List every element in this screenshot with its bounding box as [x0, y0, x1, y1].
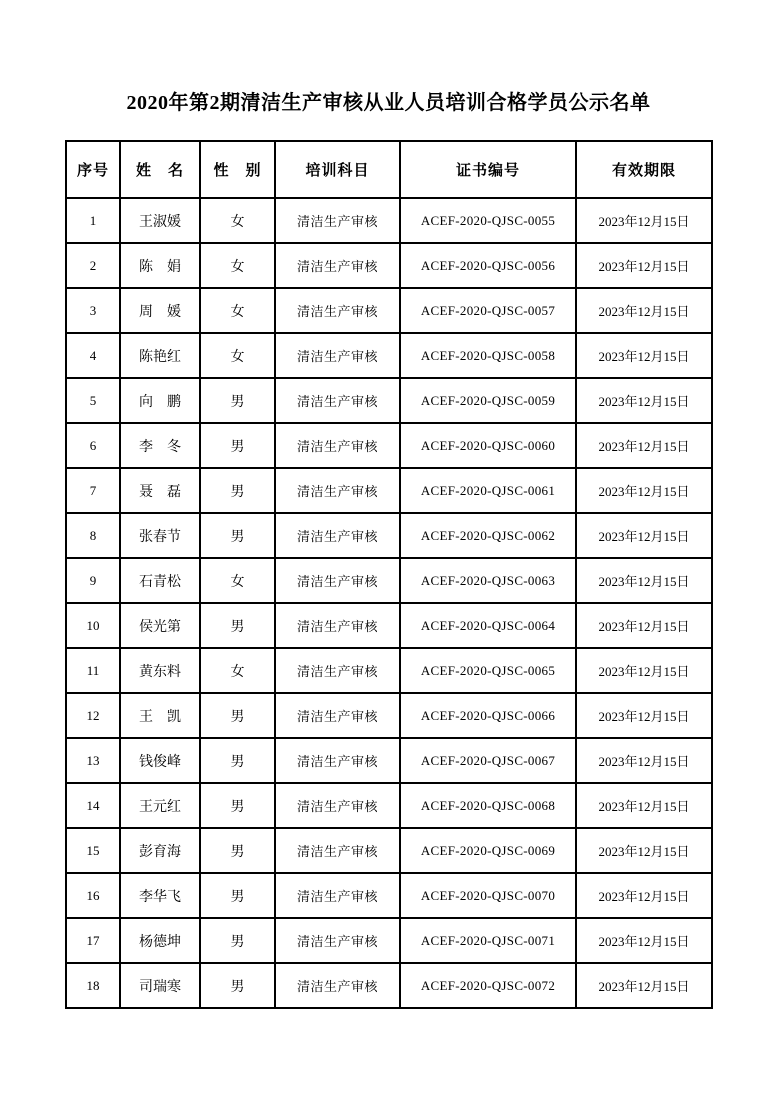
cell-index: 16 [66, 873, 120, 918]
cell-validity: 2023年12月15日 [576, 513, 712, 558]
cell-validity: 2023年12月15日 [576, 783, 712, 828]
cell-gender: 男 [200, 378, 275, 423]
cell-index: 6 [66, 423, 120, 468]
cell-validity: 2023年12月15日 [576, 603, 712, 648]
cell-name: 聂 磊 [120, 468, 200, 513]
cell-subject: 清洁生产审核 [275, 693, 400, 738]
cell-validity: 2023年12月15日 [576, 243, 712, 288]
cell-validity: 2023年12月15日 [576, 828, 712, 873]
cell-subject: 清洁生产审核 [275, 558, 400, 603]
cell-validity: 2023年12月15日 [576, 468, 712, 513]
cell-name: 彭育海 [120, 828, 200, 873]
cell-validity: 2023年12月15日 [576, 738, 712, 783]
cell-validity: 2023年12月15日 [576, 423, 712, 468]
cell-certificate: ACEF-2020-QJSC-0070 [400, 873, 576, 918]
cell-index: 1 [66, 198, 120, 243]
cell-certificate: ACEF-2020-QJSC-0072 [400, 963, 576, 1008]
cell-name: 杨德坤 [120, 918, 200, 963]
cell-subject: 清洁生产审核 [275, 198, 400, 243]
cell-index: 15 [66, 828, 120, 873]
cell-gender: 男 [200, 963, 275, 1008]
cell-subject: 清洁生产审核 [275, 513, 400, 558]
cell-gender: 男 [200, 783, 275, 828]
cell-name: 王元红 [120, 783, 200, 828]
cell-subject: 清洁生产审核 [275, 873, 400, 918]
cell-index: 5 [66, 378, 120, 423]
table-row [66, 603, 712, 648]
cell-subject: 清洁生产审核 [275, 243, 400, 288]
cell-subject: 清洁生产审核 [275, 288, 400, 333]
cell-certificate: ACEF-2020-QJSC-0069 [400, 828, 576, 873]
cell-name: 侯光第 [120, 603, 200, 648]
cell-certificate: ACEF-2020-QJSC-0057 [400, 288, 576, 333]
cell-gender: 男 [200, 468, 275, 513]
cell-index: 13 [66, 738, 120, 783]
cell-index: 7 [66, 468, 120, 513]
cell-index: 8 [66, 513, 120, 558]
cell-name: 周 媛 [120, 288, 200, 333]
cell-certificate: ACEF-2020-QJSC-0064 [400, 603, 576, 648]
table-row [66, 468, 712, 513]
col-header-certificate: 证书编号 [400, 141, 576, 198]
table-row [66, 558, 712, 603]
table-row [66, 783, 712, 828]
cell-index: 2 [66, 243, 120, 288]
table-row [66, 828, 712, 873]
table-row [66, 873, 712, 918]
cell-gender: 男 [200, 828, 275, 873]
cell-gender: 男 [200, 693, 275, 738]
col-header-gender: 性 别 [200, 141, 275, 198]
table-row [66, 378, 712, 423]
cell-gender: 男 [200, 513, 275, 558]
cell-index: 12 [66, 693, 120, 738]
cell-validity: 2023年12月15日 [576, 333, 712, 378]
cell-name: 李华飞 [120, 873, 200, 918]
cell-gender: 男 [200, 423, 275, 468]
cell-subject: 清洁生产审核 [275, 468, 400, 513]
cell-certificate: ACEF-2020-QJSC-0066 [400, 693, 576, 738]
cell-name: 王 凯 [120, 693, 200, 738]
table-row [66, 648, 712, 693]
table-row [66, 198, 712, 243]
cell-name: 张春节 [120, 513, 200, 558]
cell-gender: 女 [200, 333, 275, 378]
cell-index: 3 [66, 288, 120, 333]
cell-subject: 清洁生产审核 [275, 333, 400, 378]
roster-table [65, 140, 713, 1009]
table-row [66, 513, 712, 558]
cell-gender: 女 [200, 648, 275, 693]
cell-gender: 女 [200, 198, 275, 243]
cell-name: 陈艳红 [120, 333, 200, 378]
cell-gender: 女 [200, 558, 275, 603]
table-row [66, 243, 712, 288]
cell-gender: 女 [200, 243, 275, 288]
cell-certificate: ACEF-2020-QJSC-0067 [400, 738, 576, 783]
cell-gender: 女 [200, 288, 275, 333]
col-header-subject: 培训科目 [275, 141, 400, 198]
cell-subject: 清洁生产审核 [275, 963, 400, 1008]
cell-validity: 2023年12月15日 [576, 648, 712, 693]
cell-index: 4 [66, 333, 120, 378]
cell-certificate: ACEF-2020-QJSC-0058 [400, 333, 576, 378]
cell-subject: 清洁生产审核 [275, 738, 400, 783]
table-row [66, 288, 712, 333]
cell-index: 18 [66, 963, 120, 1008]
cell-certificate: ACEF-2020-QJSC-0063 [400, 558, 576, 603]
cell-subject: 清洁生产审核 [275, 828, 400, 873]
table-row [66, 918, 712, 963]
header-row [66, 141, 712, 198]
cell-gender: 男 [200, 918, 275, 963]
cell-name: 石青松 [120, 558, 200, 603]
cell-validity: 2023年12月15日 [576, 198, 712, 243]
cell-name: 向 鹏 [120, 378, 200, 423]
cell-name: 钱俊峰 [120, 738, 200, 783]
cell-subject: 清洁生产审核 [275, 378, 400, 423]
cell-name: 李 冬 [120, 423, 200, 468]
cell-index: 9 [66, 558, 120, 603]
cell-validity: 2023年12月15日 [576, 288, 712, 333]
cell-name: 王淑媛 [120, 198, 200, 243]
table-row [66, 423, 712, 468]
cell-gender: 男 [200, 603, 275, 648]
cell-subject: 清洁生产审核 [275, 423, 400, 468]
cell-name: 黄东料 [120, 648, 200, 693]
cell-validity: 2023年12月15日 [576, 378, 712, 423]
cell-validity: 2023年12月15日 [576, 693, 712, 738]
table-row [66, 333, 712, 378]
cell-certificate: ACEF-2020-QJSC-0060 [400, 423, 576, 468]
cell-gender: 男 [200, 738, 275, 783]
cell-certificate: ACEF-2020-QJSC-0055 [400, 198, 576, 243]
cell-certificate: ACEF-2020-QJSC-0071 [400, 918, 576, 963]
cell-index: 17 [66, 918, 120, 963]
table-row [66, 738, 712, 783]
cell-subject: 清洁生产审核 [275, 603, 400, 648]
cell-subject: 清洁生产审核 [275, 918, 400, 963]
cell-subject: 清洁生产审核 [275, 783, 400, 828]
cell-certificate: ACEF-2020-QJSC-0056 [400, 243, 576, 288]
cell-name: 司瑞寒 [120, 963, 200, 1008]
col-header-validity: 有效期限 [576, 141, 712, 198]
cell-name: 陈 娟 [120, 243, 200, 288]
cell-validity: 2023年12月15日 [576, 558, 712, 603]
cell-index: 14 [66, 783, 120, 828]
cell-validity: 2023年12月15日 [576, 873, 712, 918]
col-header-name: 姓 名 [120, 141, 200, 198]
table-row [66, 693, 712, 738]
cell-index: 11 [66, 648, 120, 693]
cell-certificate: ACEF-2020-QJSC-0065 [400, 648, 576, 693]
page-title: 2020年第2期清洁生产审核从业人员培训合格学员公示名单 [126, 92, 651, 114]
cell-validity: 2023年12月15日 [576, 918, 712, 963]
table-row [66, 963, 712, 1008]
col-header-index: 序号 [66, 141, 120, 198]
cell-certificate: ACEF-2020-QJSC-0061 [400, 468, 576, 513]
cell-validity: 2023年12月15日 [576, 963, 712, 1008]
cell-gender: 男 [200, 873, 275, 918]
cell-index: 10 [66, 603, 120, 648]
cell-certificate: ACEF-2020-QJSC-0068 [400, 783, 576, 828]
cell-subject: 清洁生产审核 [275, 648, 400, 693]
cell-certificate: ACEF-2020-QJSC-0059 [400, 378, 576, 423]
cell-certificate: ACEF-2020-QJSC-0062 [400, 513, 576, 558]
